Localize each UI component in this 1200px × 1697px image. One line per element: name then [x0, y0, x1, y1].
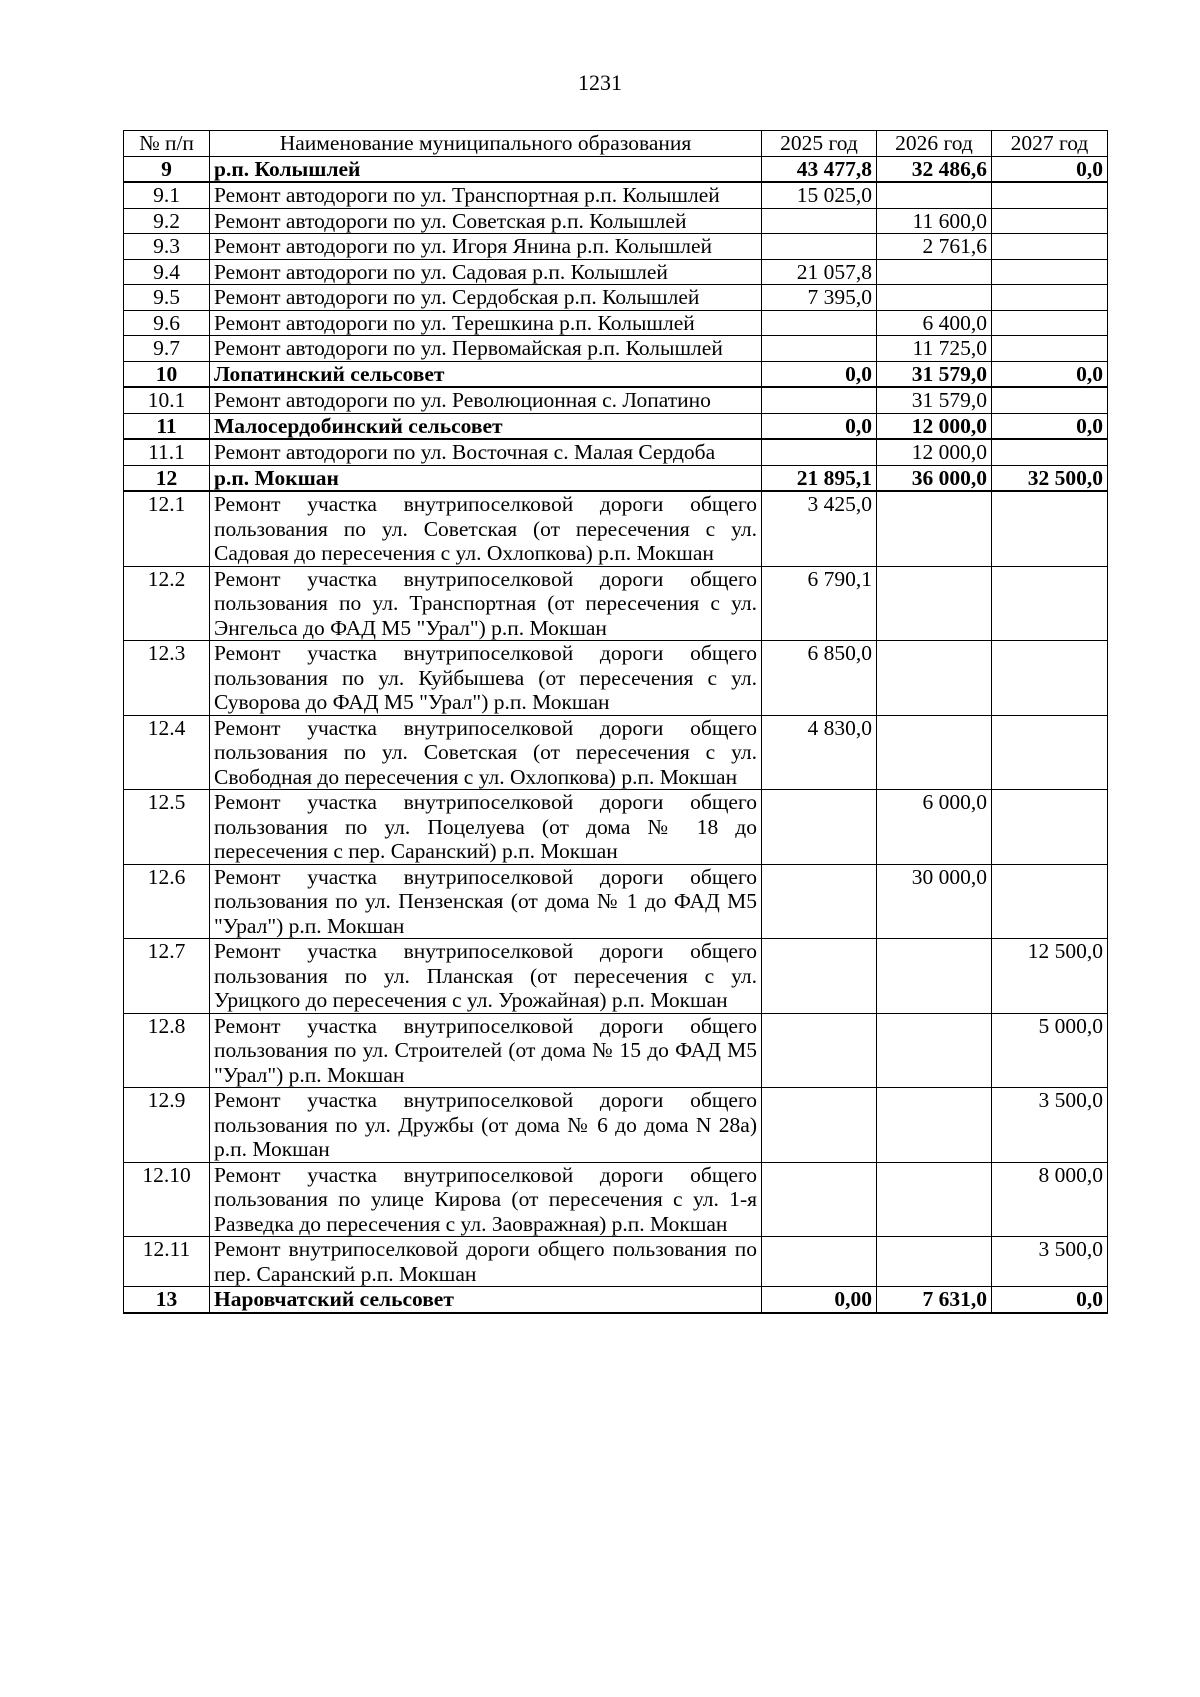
value-2027: 0,0: [992, 413, 1108, 439]
value-2026: [877, 1162, 992, 1237]
value-2026: 12 000,0: [877, 413, 992, 439]
value-2025: 0,00: [762, 1287, 877, 1313]
row-number: 9.5: [124, 285, 210, 311]
row-name: Ремонт автодороги по ул. Садовая р.п. Колышлей: [210, 259, 762, 285]
row-number: 12.7: [124, 939, 210, 1014]
value-2027: [992, 336, 1108, 362]
row-number: 9.4: [124, 259, 210, 285]
row-number: 11: [124, 413, 210, 439]
value-2026: 11 600,0: [877, 208, 992, 234]
row-name: Ремонт автодороги по ул. Сердобская р.п. Колышлей: [210, 285, 762, 311]
row-number: 12.5: [124, 790, 210, 865]
row-name: Ремонт участка внутрипоселковой дороги общего пользования по ул. Дружбы (от дома № 6 до дома N 28а) р.п. Мокшан: [210, 1088, 762, 1163]
value-2026: 12 000,0: [877, 439, 992, 465]
value-2025: [762, 336, 877, 362]
row-number: 9.6: [124, 310, 210, 336]
value-2025: 43 477,8: [762, 156, 877, 182]
table-row: [124, 1162, 1108, 1237]
table-row: [124, 491, 1108, 566]
table-row: [124, 715, 1108, 790]
table-group-row: [124, 413, 1108, 439]
value-2027: [992, 641, 1108, 716]
row-number: 9.3: [124, 234, 210, 260]
value-2026: 11 725,0: [877, 336, 992, 362]
value-2025: [762, 208, 877, 234]
row-number: 12.10: [124, 1162, 210, 1237]
table-group-row: [124, 156, 1108, 182]
table-row: [124, 1088, 1108, 1163]
row-number: 9.7: [124, 336, 210, 362]
value-2025: 21 895,1: [762, 465, 877, 491]
row-number: 12.4: [124, 715, 210, 790]
value-2025: [762, 1237, 877, 1287]
value-2027: [992, 310, 1108, 336]
row-name: Ремонт участка внутрипоселковой дороги общего пользования по ул. Планская (от пересечения с ул. Урицкого до пересечения с ул. Урожайная) р.п. Мокшан: [210, 939, 762, 1014]
value-2025: [762, 439, 877, 465]
value-2027: [992, 566, 1108, 641]
value-2026: [877, 182, 992, 208]
value-2026: 6 400,0: [877, 310, 992, 336]
value-2025: [762, 310, 877, 336]
header-name: Наименование муниципального образования: [210, 131, 762, 157]
table-row: [124, 1013, 1108, 1088]
row-name: Ремонт автодороги по ул. Транспортная р.п. Колышлей: [210, 182, 762, 208]
row-name: Ремонт автодороги по ул. Советская р.п. Колышлей: [210, 208, 762, 234]
row-name: Лопатинский сельсовет: [210, 361, 762, 387]
value-2025: 6 790,1: [762, 566, 877, 641]
header-2026: 2026 год: [877, 131, 992, 157]
table-row: [124, 182, 1108, 208]
value-2025: [762, 387, 877, 413]
value-2026: [877, 285, 992, 311]
row-number: 9.1: [124, 182, 210, 208]
row-number: 12: [124, 465, 210, 491]
value-2027: 0,0: [992, 156, 1108, 182]
value-2027: [992, 715, 1108, 790]
value-2026: 6 000,0: [877, 790, 992, 865]
value-2027: 8 000,0: [992, 1162, 1108, 1237]
value-2026: 31 579,0: [877, 361, 992, 387]
value-2027: [992, 208, 1108, 234]
value-2026: [877, 715, 992, 790]
value-2026: 36 000,0: [877, 465, 992, 491]
value-2026: 30 000,0: [877, 864, 992, 939]
value-2027: [992, 387, 1108, 413]
row-name: Ремонт автодороги по ул. Терешкина р.п. Колышлей: [210, 310, 762, 336]
value-2026: [877, 491, 992, 566]
row-number: 12.8: [124, 1013, 210, 1088]
table-row: [124, 336, 1108, 362]
row-name: р.п. Мокшан: [210, 465, 762, 491]
value-2026: [877, 1088, 992, 1163]
value-2025: [762, 1013, 877, 1088]
row-number: 12.1: [124, 491, 210, 566]
table-group-row: [124, 361, 1108, 387]
row-name: Ремонт участка внутрипоселковой дороги общего пользования по ул. Пензенская (от дома № 1 до ФАД М5 "Урал") р.п. Мокшан: [210, 864, 762, 939]
header-2025: 2025 год: [762, 131, 877, 157]
value-2027: [992, 182, 1108, 208]
row-name: Ремонт участка внутрипоселковой дороги общего пользования по ул. Поцелуева (от дома № 18 до пересечения с пер. Саранский) р.п. Мокшан: [210, 790, 762, 865]
row-name: Ремонт автодороги по ул. Первомайская р.п. Колышлей: [210, 336, 762, 362]
value-2027: [992, 864, 1108, 939]
table-group-row: [124, 1287, 1108, 1313]
table-row: [124, 208, 1108, 234]
page-number: 1231: [578, 70, 622, 95]
value-2027: 0,0: [992, 1287, 1108, 1313]
value-2027: [992, 491, 1108, 566]
table-row: [124, 566, 1108, 641]
value-2026: 32 486,6: [877, 156, 992, 182]
row-number: 12.11: [124, 1237, 210, 1287]
value-2027: 32 500,0: [992, 465, 1108, 491]
row-name: Ремонт участка внутрипоселковой дороги общего пользования по ул. Строителей (от дома № 15 до ФАД М5 "Урал") р.п. Мокшан: [210, 1013, 762, 1088]
row-name: Ремонт участка внутрипоселковой дороги общего пользования по ул. Куйбышева (от пересечения с ул. Суворова до ФАД М5 "Урал") р.п. Мокшан: [210, 641, 762, 716]
value-2025: [762, 234, 877, 260]
row-name: Ремонт участка внутрипоселковой дороги общего пользования по ул. Транспортная (от пересечения с ул. Энгельса до ФАД М5 "Урал") р.п. Мокшан: [210, 566, 762, 641]
value-2025: 7 395,0: [762, 285, 877, 311]
row-name: Ремонт автодороги по ул. Революционная с. Лопатино: [210, 387, 762, 413]
table-row: [124, 387, 1108, 413]
value-2027: 5 000,0: [992, 1013, 1108, 1088]
value-2026: [877, 566, 992, 641]
value-2027: 3 500,0: [992, 1088, 1108, 1163]
row-number: 13: [124, 1287, 210, 1313]
value-2025: 3 425,0: [762, 491, 877, 566]
table-row: [124, 939, 1108, 1014]
value-2025: [762, 864, 877, 939]
row-name: Наровчатский сельсовет: [210, 1287, 762, 1313]
value-2026: [877, 1013, 992, 1088]
row-name: Ремонт участка внутрипоселковой дороги общего пользования по ул. Советская (от пересечения с ул. Свободная до пересечения с ул. Охлопкова) р.п. Мокшан: [210, 715, 762, 790]
value-2027: 12 500,0: [992, 939, 1108, 1014]
value-2025: 6 850,0: [762, 641, 877, 716]
row-name: Ремонт автодороги по ул. Восточная с. Малая Сердоба: [210, 439, 762, 465]
table-row: [124, 310, 1108, 336]
table-row: [124, 234, 1108, 260]
row-name: Ремонт участка внутрипоселковой дороги общего пользования по улице Кирова (от пересечения с ул. 1-я Разведка до пересечения с ул. Заовражная) р.п. Мокшан: [210, 1162, 762, 1237]
value-2026: 2 761,6: [877, 234, 992, 260]
value-2025: 21 057,8: [762, 259, 877, 285]
row-number: 9: [124, 156, 210, 182]
value-2025: [762, 939, 877, 1014]
row-number: 12.6: [124, 864, 210, 939]
table-row: [124, 790, 1108, 865]
table-row: [124, 864, 1108, 939]
row-name: р.п. Колышлей: [210, 156, 762, 182]
value-2025: [762, 790, 877, 865]
value-2027: [992, 790, 1108, 865]
table-row: [124, 641, 1108, 716]
table-group-row: [124, 465, 1108, 491]
row-number: 12.9: [124, 1088, 210, 1163]
row-name: Малосердобинский сельсовет: [210, 413, 762, 439]
value-2027: 3 500,0: [992, 1237, 1108, 1287]
value-2026: [877, 259, 992, 285]
row-number: 11.1: [124, 439, 210, 465]
header-num: № п/п: [124, 131, 210, 157]
value-2026: 31 579,0: [877, 387, 992, 413]
value-2025: 4 830,0: [762, 715, 877, 790]
budget-table: [123, 130, 1108, 1314]
row-number: 10: [124, 361, 210, 387]
value-2025: 15 025,0: [762, 182, 877, 208]
value-2026: [877, 1237, 992, 1287]
value-2025: 0,0: [762, 413, 877, 439]
value-2025: 0,0: [762, 361, 877, 387]
value-2027: [992, 234, 1108, 260]
row-number: 12.2: [124, 566, 210, 641]
header-2027: 2027 год: [992, 131, 1108, 157]
row-name: Ремонт автодороги по ул. Игоря Янина р.п. Колышлей: [210, 234, 762, 260]
value-2026: [877, 939, 992, 1014]
value-2027: [992, 285, 1108, 311]
value-2027: [992, 439, 1108, 465]
value-2026: 7 631,0: [877, 1287, 992, 1313]
row-number: 9.2: [124, 208, 210, 234]
table-header-row: [124, 131, 1108, 157]
row-name: Ремонт внутрипоселковой дороги общего пользования по пер. Саранский р.п. Мокшан: [210, 1237, 762, 1287]
table-row: [124, 285, 1108, 311]
row-number: 10.1: [124, 387, 210, 413]
table-row: [124, 439, 1108, 465]
row-name: Ремонт участка внутрипоселковой дороги общего пользования по ул. Советская (от пересечения с ул. Садовая до пересечения с ул. Охлопкова) р.п. Мокшан: [210, 491, 762, 566]
value-2025: [762, 1088, 877, 1163]
table-row: [124, 1237, 1108, 1287]
value-2027: [992, 259, 1108, 285]
row-number: 12.3: [124, 641, 210, 716]
value-2025: [762, 1162, 877, 1237]
value-2027: 0,0: [992, 361, 1108, 387]
value-2026: [877, 641, 992, 716]
table-row: [124, 259, 1108, 285]
